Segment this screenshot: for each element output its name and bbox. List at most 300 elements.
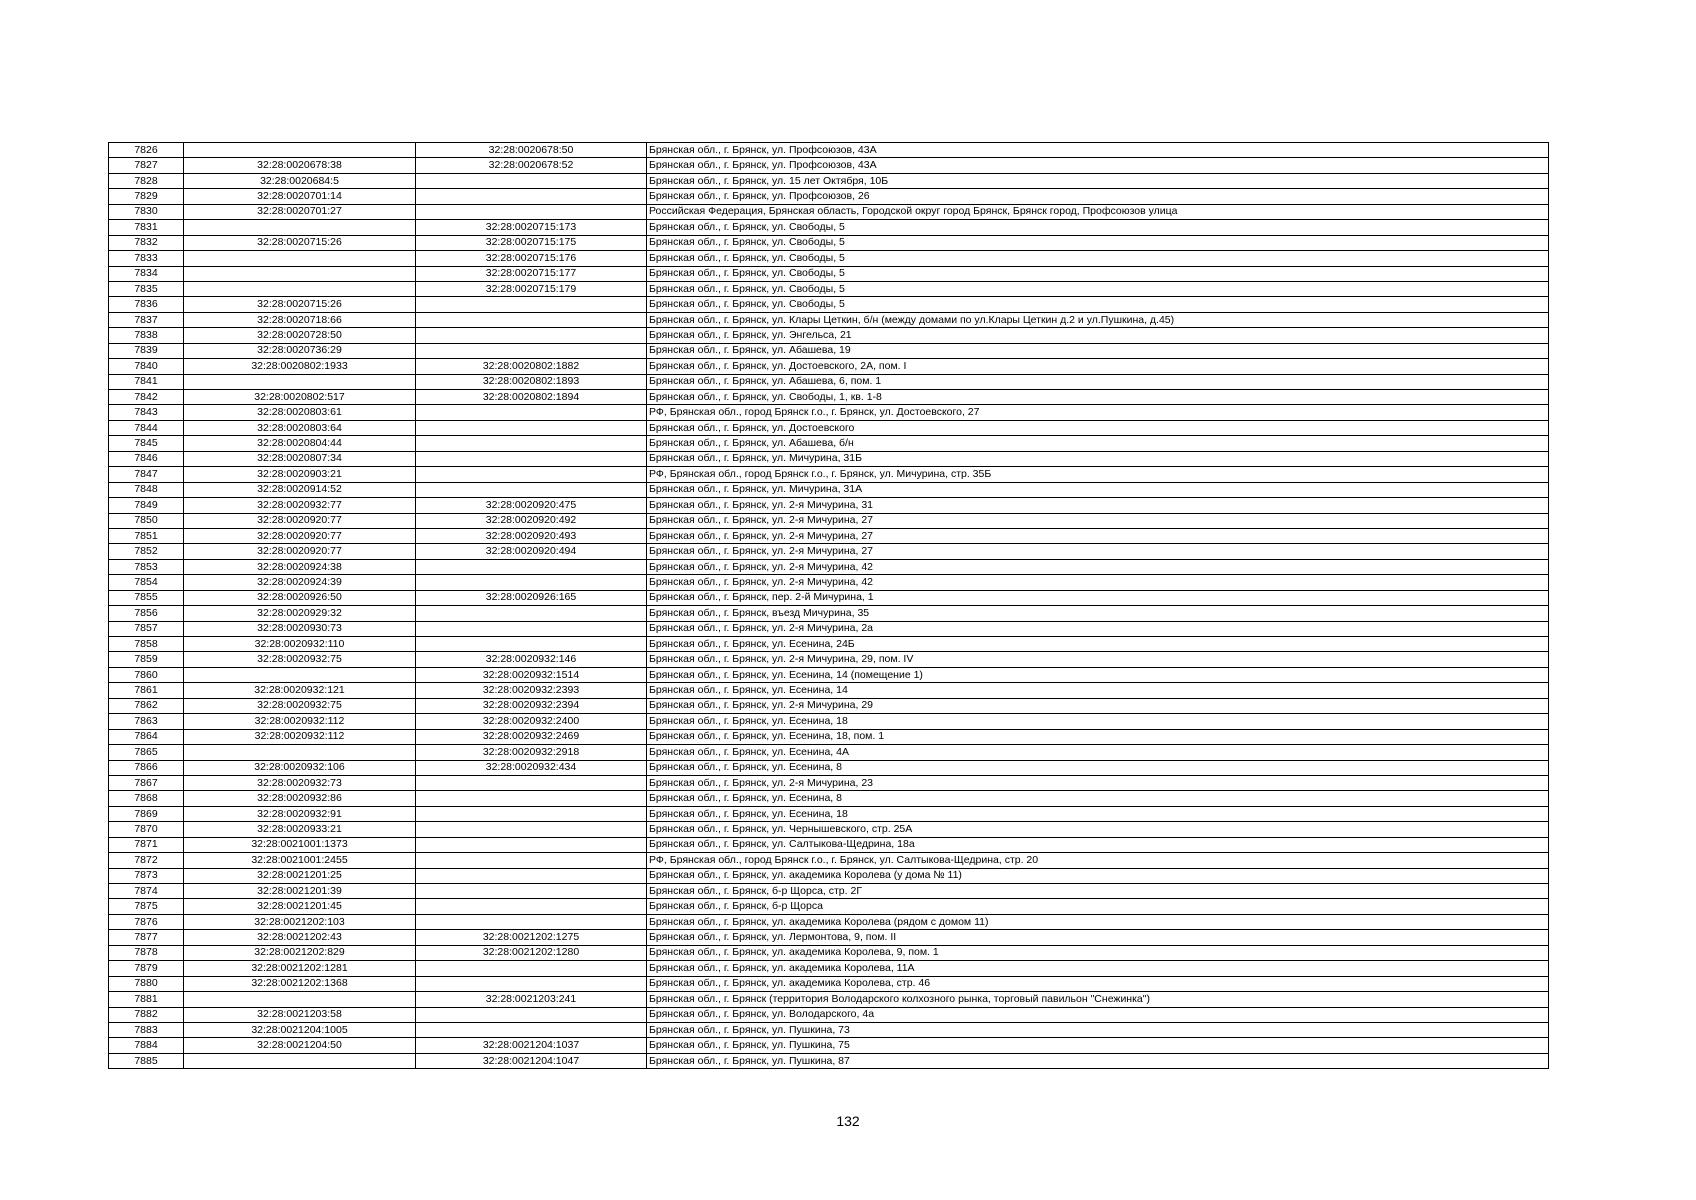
building-cadastral-number-cell [416,884,647,899]
address-cell: РФ, Брянская обл., город Брянск г.о., г. Брянск, ул. Мичурина, стр. 35Б [647,467,1549,482]
land-cadastral-number-cell: 32:28:0021202:103 [184,914,416,929]
table-row [109,1038,1549,1053]
table-row [109,575,1549,590]
land-cadastral-number-cell: 32:28:0021202:43 [184,930,416,945]
building-cadastral-number-cell [416,837,647,852]
land-cadastral-number-cell [184,992,416,1007]
table-row [109,884,1549,899]
row-number-cell: 7866 [109,760,184,775]
building-cadastral-number-cell: 32:28:0020926:165 [416,590,647,605]
address-cell: Брянская обл., г. Брянск, ул. академика Королева, стр. 46 [647,976,1549,991]
building-cadastral-number-cell [416,637,647,652]
address-cell: Брянская обл., г. Брянск, ул. 2-я Мичурина, 31 [647,498,1549,513]
address-cell: Брянская обл., г. Брянск, пер. 2-й Мичурина, 1 [647,590,1549,605]
address-cell: Брянская обл., г. Брянск, ул. Профсоюзов, 43А [647,158,1549,173]
building-cadastral-number-cell [416,791,647,806]
building-cadastral-number-cell [416,853,647,868]
land-cadastral-number-cell: 32:28:0021204:1005 [184,1022,416,1037]
table-row [109,1053,1549,1068]
table-row [109,1022,1549,1037]
land-cadastral-number-cell: 32:28:0021204:50 [184,1038,416,1053]
table-row [109,436,1549,451]
address-cell: Брянская обл., г. Брянск, ул. Мичурина, 31Б [647,451,1549,466]
land-cadastral-number-cell: 32:28:0020932:75 [184,698,416,713]
land-cadastral-number-cell: 32:28:0020932:110 [184,637,416,652]
table-row [109,652,1549,667]
row-number-cell: 7831 [109,220,184,235]
registry-table-body [109,143,1549,1069]
address-cell: Брянская обл., г. Брянск, въезд Мичурина, 35 [647,606,1549,621]
land-cadastral-number-cell [184,266,416,281]
address-cell: Брянская обл., г. Брянск, ул. Мичурина, 31А [647,482,1549,497]
building-cadastral-number-cell [416,436,647,451]
table-row [109,328,1549,343]
building-cadastral-number-cell [416,899,647,914]
land-cadastral-number-cell: 32:28:0020932:106 [184,760,416,775]
table-row [109,498,1549,513]
table-row [109,868,1549,883]
land-cadastral-number-cell: 32:28:0021201:45 [184,899,416,914]
table-row [109,683,1549,698]
row-number-cell: 7857 [109,621,184,636]
land-cadastral-number-cell [184,251,416,266]
table-row [109,714,1549,729]
row-number-cell: 7873 [109,868,184,883]
land-cadastral-number-cell: 32:28:0020932:112 [184,729,416,744]
address-cell: Брянская обл., г. Брянск, ул. Свободы, 5 [647,266,1549,281]
land-cadastral-number-cell: 32:28:0020920:77 [184,513,416,528]
table-row [109,837,1549,852]
land-cadastral-number-cell: 32:28:0020932:121 [184,683,416,698]
table-row [109,467,1549,482]
table-row [109,513,1549,528]
building-cadastral-number-cell: 32:28:0020932:434 [416,760,647,775]
row-number-cell: 7832 [109,235,184,250]
building-cadastral-number-cell: 32:28:0020678:52 [416,158,647,173]
building-cadastral-number-cell [416,621,647,636]
registry-table [108,142,1549,1069]
table-row [109,806,1549,821]
address-cell: Брянская обл., г. Брянск, ул. Достоевского [647,420,1549,435]
address-cell: Брянская обл., г. Брянск, ул. Свободы, 5 [647,220,1549,235]
address-cell: Брянская обл., г. Брянск, ул. Пушкина, 87 [647,1053,1549,1068]
building-cadastral-number-cell [416,204,647,219]
table-row [109,220,1549,235]
row-number-cell: 7835 [109,281,184,296]
land-cadastral-number-cell: 32:28:0020933:21 [184,822,416,837]
building-cadastral-number-cell: 32:28:0020932:2918 [416,745,647,760]
address-cell: Брянская обл., г. Брянск, ул. Свободы, 5 [647,297,1549,312]
row-number-cell: 7862 [109,698,184,713]
address-cell: Брянская обл., г. Брянск, б-р Щорса, стр. 2Г [647,884,1549,899]
building-cadastral-number-cell [416,868,647,883]
building-cadastral-number-cell: 32:28:0020715:173 [416,220,647,235]
land-cadastral-number-cell: 32:28:0021001:1373 [184,837,416,852]
row-number-cell: 7827 [109,158,184,173]
table-row [109,312,1549,327]
table-row [109,822,1549,837]
row-number-cell: 7830 [109,204,184,219]
address-cell: Брянская обл., г. Брянск, ул. Салтыкова-Щедрина, 18а [647,837,1549,852]
address-cell: Брянская обл., г. Брянск, ул. Свободы, 1, кв. 1-8 [647,390,1549,405]
row-number-cell: 7879 [109,961,184,976]
building-cadastral-number-cell: 32:28:0020932:2400 [416,714,647,729]
table-row [109,1007,1549,1022]
table-row [109,482,1549,497]
land-cadastral-number-cell [184,143,416,158]
table-row [109,992,1549,1007]
row-number-cell: 7841 [109,374,184,389]
table-row [109,899,1549,914]
address-cell: Брянская обл., г. Брянск, ул. Свободы, 5 [647,281,1549,296]
land-cadastral-number-cell: 32:28:0020932:75 [184,652,416,667]
address-cell: Брянская обл., г. Брянск, ул. Володарского, 4а [647,1007,1549,1022]
row-number-cell: 7877 [109,930,184,945]
land-cadastral-number-cell: 32:28:0021202:829 [184,945,416,960]
row-number-cell: 7867 [109,775,184,790]
row-number-cell: 7859 [109,652,184,667]
address-cell: Брянская обл., г. Брянск, ул. Абашева, 6, пом. 1 [647,374,1549,389]
table-row [109,606,1549,621]
building-cadastral-number-cell: 32:28:0020678:50 [416,143,647,158]
land-cadastral-number-cell: 32:28:0020920:77 [184,528,416,543]
land-cadastral-number-cell [184,281,416,296]
land-cadastral-number-cell: 32:28:0021001:2455 [184,853,416,868]
land-cadastral-number-cell: 32:28:0020920:77 [184,544,416,559]
land-cadastral-number-cell: 32:28:0021201:39 [184,884,416,899]
building-cadastral-number-cell: 32:28:0020802:1882 [416,359,647,374]
table-row [109,359,1549,374]
table-row [109,204,1549,219]
row-number-cell: 7850 [109,513,184,528]
building-cadastral-number-cell [416,1007,647,1022]
table-row [109,976,1549,991]
row-number-cell: 7854 [109,575,184,590]
address-cell: Брянская обл., г. Брянск, ул. Есенина, 24Б [647,637,1549,652]
land-cadastral-number-cell: 32:28:0020802:517 [184,390,416,405]
building-cadastral-number-cell: 32:28:0021202:1275 [416,930,647,945]
row-number-cell: 7865 [109,745,184,760]
building-cadastral-number-cell [416,806,647,821]
table-row [109,621,1549,636]
row-number-cell: 7881 [109,992,184,1007]
address-cell: Брянская обл., г. Брянск, ул. Есенина, 18 [647,806,1549,821]
address-cell: Брянская обл., г. Брянск, ул. Чернышевского, стр. 25А [647,822,1549,837]
table-row [109,853,1549,868]
table-row [109,945,1549,960]
address-cell: Брянская обл., г. Брянск, ул. Достоевского, 2А, пом. I [647,359,1549,374]
address-cell: Брянская обл., г. Брянск, ул. Абашева, 19 [647,343,1549,358]
table-row [109,590,1549,605]
land-cadastral-number-cell: 32:28:0020924:39 [184,575,416,590]
land-cadastral-number-cell [184,220,416,235]
land-cadastral-number-cell: 32:28:0020929:32 [184,606,416,621]
building-cadastral-number-cell [416,961,647,976]
address-cell: Брянская обл., г. Брянск, ул. 2-я Мичурина, 27 [647,513,1549,528]
table-row [109,528,1549,543]
row-number-cell: 7870 [109,822,184,837]
land-cadastral-number-cell: 32:28:0020804:44 [184,436,416,451]
building-cadastral-number-cell: 32:28:0021204:1037 [416,1038,647,1053]
building-cadastral-number-cell [416,420,647,435]
table-row [109,559,1549,574]
address-cell: Брянская обл., г. Брянск, ул. Есенина, 18, пом. 1 [647,729,1549,744]
address-cell: Брянская обл., г. Брянск, ул. Клары Цеткин, б/н (между домами по ул.Клары Цеткин д.2 и ул.Пушкина, д.45) [647,312,1549,327]
land-cadastral-number-cell: 32:28:0020736:29 [184,343,416,358]
building-cadastral-number-cell [416,405,647,420]
row-number-cell: 7848 [109,482,184,497]
address-cell: Брянская обл., г. Брянск, ул. Есенина, 4А [647,745,1549,760]
land-cadastral-number-cell: 32:28:0020803:61 [184,405,416,420]
row-number-cell: 7868 [109,791,184,806]
address-cell: Брянская обл., г. Брянск, ул. Профсоюзов, 26 [647,189,1549,204]
land-cadastral-number-cell [184,667,416,682]
address-cell: Брянская обл., г. Брянск, ул. Есенина, 14 (помещение 1) [647,667,1549,682]
row-number-cell: 7826 [109,143,184,158]
row-number-cell: 7858 [109,637,184,652]
land-cadastral-number-cell [184,374,416,389]
row-number-cell: 7843 [109,405,184,420]
land-cadastral-number-cell: 32:28:0020926:50 [184,590,416,605]
row-number-cell: 7861 [109,683,184,698]
table-row [109,451,1549,466]
address-cell: Брянская обл., г. Брянск, ул. 2-я Мичурина, 2а [647,621,1549,636]
building-cadastral-number-cell: 32:28:0020932:146 [416,652,647,667]
address-cell: Брянская обл., г. Брянск, ул. Лермонтова, 9, пом. II [647,930,1549,945]
address-cell: Брянская обл., г. Брянск, ул. 2-я Мичурина, 27 [647,528,1549,543]
address-cell: Брянская обл., г. Брянск, ул. академика Королева (у дома № 11) [647,868,1549,883]
row-number-cell: 7837 [109,312,184,327]
address-cell: Брянская обл., г. Брянск, ул. 15 лет Октября, 10Б [647,173,1549,188]
building-cadastral-number-cell: 32:28:0020802:1894 [416,390,647,405]
building-cadastral-number-cell [416,575,647,590]
address-cell: Брянская обл., г. Брянск, ул. 2-я Мичурина, 42 [647,559,1549,574]
address-cell: РФ, Брянская обл., город Брянск г.о., г. Брянск, ул. Достоевского, 27 [647,405,1549,420]
row-number-cell: 7883 [109,1022,184,1037]
row-number-cell: 7872 [109,853,184,868]
row-number-cell: 7874 [109,884,184,899]
building-cadastral-number-cell: 32:28:0021202:1280 [416,945,647,960]
address-cell: Брянская обл., г. Брянск, ул. 2-я Мичурина, 29 [647,698,1549,713]
address-cell: Брянская обл., г. Брянск, ул. 2-я Мичурина, 23 [647,775,1549,790]
row-number-cell: 7846 [109,451,184,466]
building-cadastral-number-cell: 32:28:0021204:1047 [416,1053,647,1068]
row-number-cell: 7845 [109,436,184,451]
row-number-cell: 7844 [109,420,184,435]
table-row [109,173,1549,188]
address-cell: Брянская обл., г. Брянск, ул. академика Королева, 11А [647,961,1549,976]
address-cell: Российская Федерация, Брянская область, Городской округ город Брянск, Брянск город, Профсоюзов улица [647,204,1549,219]
land-cadastral-number-cell: 32:28:0020924:38 [184,559,416,574]
building-cadastral-number-cell [416,297,647,312]
row-number-cell: 7836 [109,297,184,312]
building-cadastral-number-cell [416,976,647,991]
land-cadastral-number-cell: 32:28:0020807:34 [184,451,416,466]
row-number-cell: 7878 [109,945,184,960]
address-cell: Брянская обл., г. Брянск, ул. Есенина, 8 [647,791,1549,806]
address-cell: Брянская обл., г. Брянск, ул. Энгельса, 21 [647,328,1549,343]
row-number-cell: 7876 [109,914,184,929]
row-number-cell: 7851 [109,528,184,543]
address-cell: Брянская обл., г. Брянск, б-р Щорса [647,899,1549,914]
address-cell: РФ, Брянская обл., город Брянск г.о., г. Брянск, ул. Салтыкова-Щедрина, стр. 20 [647,853,1549,868]
building-cadastral-number-cell [416,775,647,790]
row-number-cell: 7885 [109,1053,184,1068]
land-cadastral-number-cell: 32:28:0020802:1933 [184,359,416,374]
land-cadastral-number-cell: 32:28:0020718:66 [184,312,416,327]
building-cadastral-number-cell [416,559,647,574]
land-cadastral-number-cell: 32:28:0020728:50 [184,328,416,343]
row-number-cell: 7871 [109,837,184,852]
building-cadastral-number-cell: 32:28:0020802:1893 [416,374,647,389]
land-cadastral-number-cell: 32:28:0020701:27 [184,204,416,219]
building-cadastral-number-cell [416,173,647,188]
building-cadastral-number-cell [416,467,647,482]
land-cadastral-number-cell: 32:28:0020803:64 [184,420,416,435]
building-cadastral-number-cell [416,822,647,837]
table-row [109,143,1549,158]
table-row [109,698,1549,713]
table-row [109,297,1549,312]
address-cell: Брянская обл., г. Брянск, ул. Профсоюзов, 43А [647,143,1549,158]
land-cadastral-number-cell: 32:28:0021202:1281 [184,961,416,976]
address-cell: Брянская обл., г. Брянск, ул. Есенина, 8 [647,760,1549,775]
row-number-cell: 7839 [109,343,184,358]
land-cadastral-number-cell: 32:28:0021201:25 [184,868,416,883]
building-cadastral-number-cell [416,312,647,327]
land-cadastral-number-cell: 32:28:0020903:21 [184,467,416,482]
address-cell: Брянская обл., г. Брянск, ул. Есенина, 14 [647,683,1549,698]
land-cadastral-number-cell [184,1053,416,1068]
table-row [109,390,1549,405]
land-cadastral-number-cell: 32:28:0020932:86 [184,791,416,806]
row-number-cell: 7840 [109,359,184,374]
building-cadastral-number-cell: 32:28:0020920:493 [416,528,647,543]
table-row [109,281,1549,296]
building-cadastral-number-cell [416,328,647,343]
row-number-cell: 7882 [109,1007,184,1022]
row-number-cell: 7842 [109,390,184,405]
row-number-cell: 7869 [109,806,184,821]
land-cadastral-number-cell: 32:28:0020715:26 [184,235,416,250]
building-cadastral-number-cell: 32:28:0020932:2393 [416,683,647,698]
table-row [109,637,1549,652]
address-cell: Брянская обл., г. Брянск, ул. Свободы, 5 [647,251,1549,266]
row-number-cell: 7828 [109,173,184,188]
building-cadastral-number-cell: 32:28:0020715:177 [416,266,647,281]
land-cadastral-number-cell: 32:28:0020932:77 [184,498,416,513]
row-number-cell: 7863 [109,714,184,729]
building-cadastral-number-cell: 32:28:0020932:1514 [416,667,647,682]
table-row [109,914,1549,929]
land-cadastral-number-cell: 32:28:0021202:1368 [184,976,416,991]
table-row [109,729,1549,744]
land-cadastral-number-cell: 32:28:0020914:52 [184,482,416,497]
building-cadastral-number-cell: 32:28:0020920:475 [416,498,647,513]
table-row [109,745,1549,760]
table-row [109,420,1549,435]
row-number-cell: 7884 [109,1038,184,1053]
address-cell: Брянская обл., г. Брянск (территория Володарского колхозного рынка, торговый павильон "Снежинка") [647,992,1549,1007]
row-number-cell: 7855 [109,590,184,605]
page-number: 132 [836,1113,860,1129]
land-cadastral-number-cell: 32:28:0020932:91 [184,806,416,821]
row-number-cell: 7838 [109,328,184,343]
table-row [109,158,1549,173]
land-cadastral-number-cell: 32:28:0020715:26 [184,297,416,312]
row-number-cell: 7875 [109,899,184,914]
building-cadastral-number-cell: 32:28:0020932:2469 [416,729,647,744]
table-row [109,235,1549,250]
building-cadastral-number-cell: 32:28:0020715:176 [416,251,647,266]
address-cell: Брянская обл., г. Брянск, ул. 2-я Мичурина, 42 [647,575,1549,590]
land-cadastral-number-cell: 32:28:0020930:73 [184,621,416,636]
row-number-cell: 7880 [109,976,184,991]
address-cell: Брянская обл., г. Брянск, ул. Есенина, 18 [647,714,1549,729]
address-cell: Брянская обл., г. Брянск, ул. Абашева, б/н [647,436,1549,451]
row-number-cell: 7864 [109,729,184,744]
address-cell: Брянская обл., г. Брянск, ул. 2-я Мичурина, 29, пом. IV [647,652,1549,667]
table-row [109,791,1549,806]
land-cadastral-number-cell: 32:28:0020932:73 [184,775,416,790]
address-cell: Брянская обл., г. Брянск, ул. Свободы, 5 [647,235,1549,250]
row-number-cell: 7853 [109,559,184,574]
row-number-cell: 7829 [109,189,184,204]
table-row [109,266,1549,281]
table-row [109,405,1549,420]
building-cadastral-number-cell [416,189,647,204]
table-row [109,544,1549,559]
row-number-cell: 7833 [109,251,184,266]
address-cell: Брянская обл., г. Брянск, ул. академика Королева, 9, пом. 1 [647,945,1549,960]
table-row [109,930,1549,945]
land-cadastral-number-cell: 32:28:0020678:38 [184,158,416,173]
building-cadastral-number-cell [416,606,647,621]
row-number-cell: 7849 [109,498,184,513]
table-row [109,189,1549,204]
land-cadastral-number-cell: 32:28:0020701:14 [184,189,416,204]
table-row [109,667,1549,682]
row-number-cell: 7834 [109,266,184,281]
land-cadastral-number-cell: 32:28:0020684:5 [184,173,416,188]
building-cadastral-number-cell: 32:28:0021203:241 [416,992,647,1007]
table-row [109,343,1549,358]
address-cell: Брянская обл., г. Брянск, ул. Пушкина, 73 [647,1022,1549,1037]
address-cell: Брянская обл., г. Брянск, ул. 2-я Мичурина, 27 [647,544,1549,559]
row-number-cell: 7856 [109,606,184,621]
building-cadastral-number-cell [416,1022,647,1037]
building-cadastral-number-cell [416,451,647,466]
building-cadastral-number-cell [416,343,647,358]
building-cadastral-number-cell [416,482,647,497]
table-row [109,760,1549,775]
table-row [109,961,1549,976]
building-cadastral-number-cell: 32:28:0020715:179 [416,281,647,296]
table-row [109,775,1549,790]
address-cell: Брянская обл., г. Брянск, ул. академика Королева (рядом с домом 11) [647,914,1549,929]
table-row [109,251,1549,266]
table-row [109,374,1549,389]
row-number-cell: 7852 [109,544,184,559]
land-cadastral-number-cell: 32:28:0020932:112 [184,714,416,729]
address-cell: Брянская обл., г. Брянск, ул. Пушкина, 75 [647,1038,1549,1053]
row-number-cell: 7847 [109,467,184,482]
land-cadastral-number-cell: 32:28:0021203:58 [184,1007,416,1022]
building-cadastral-number-cell [416,914,647,929]
building-cadastral-number-cell: 32:28:0020920:494 [416,544,647,559]
building-cadastral-number-cell: 32:28:0020715:175 [416,235,647,250]
building-cadastral-number-cell: 32:28:0020920:492 [416,513,647,528]
